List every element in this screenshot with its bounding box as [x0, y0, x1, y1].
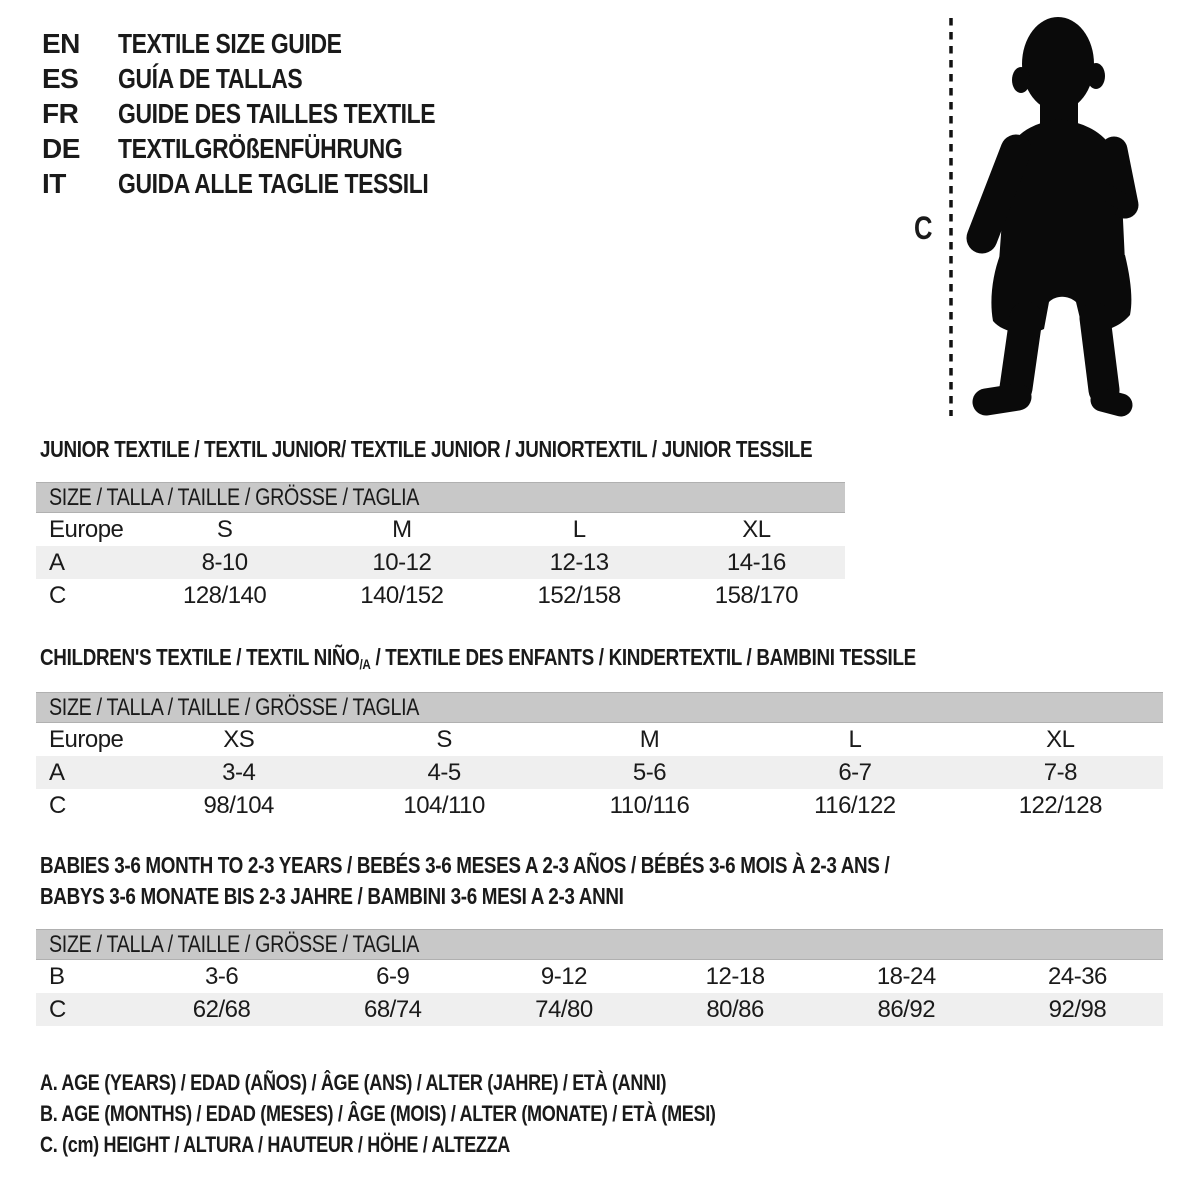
height-cell: 86/92 [877, 995, 936, 1023]
size-cell: XL [1046, 725, 1075, 753]
language-code: DE [42, 132, 80, 164]
junior-section-heading [40, 436, 982, 463]
junior-size-table [36, 482, 845, 612]
language-code: IT [42, 167, 66, 199]
size-cell: XL [742, 515, 771, 543]
row-label: A [49, 548, 65, 576]
babies-heading-line2: BABYS 3-6 MONATE BIS 2-3 JAHRE / BAMBINI 3-6 MESI A 2-3 ANNI [40, 882, 624, 909]
legend-line-b [40, 1101, 864, 1132]
height-cell: 158/170 [714, 581, 798, 609]
height-cell: 140/152 [360, 581, 444, 609]
size-cell: L [848, 725, 862, 753]
children-section-heading [40, 644, 1108, 673]
row-label: C [49, 995, 66, 1023]
babies-size-header-band [36, 929, 1163, 960]
language-row-it [42, 166, 505, 201]
children-heading-sub: /A [359, 656, 371, 673]
language-title: GUÍA DE TALLAS [118, 62, 303, 94]
height-cell: 80/86 [706, 995, 764, 1023]
legend-line-c-text: C. (cm) HEIGHT / ALTURA / HAUTEUR / HÖHE / ALTEZZA [40, 1132, 511, 1157]
age-cell: 7-8 [1043, 758, 1077, 786]
toddler-silhouette [880, 0, 1200, 430]
junior-heading-text: JUNIOR TEXTILE / TEXTIL JUNIOR/ TEXTILE JUNIOR / JUNIORTEXTIL / JUNIOR TESSILE [40, 436, 813, 462]
language-title: GUIDA ALLE TAGLIE TESSILI [118, 167, 429, 199]
language-title: TEXTILE SIZE GUIDE [118, 27, 342, 59]
junior-size-header-band [36, 482, 845, 513]
junior-height-row [36, 579, 845, 612]
age-cell: 14-16 [726, 548, 786, 576]
size-cell: S [216, 515, 233, 543]
row-label: C [49, 581, 66, 609]
junior-age-row [36, 546, 845, 579]
language-code: ES [42, 62, 79, 94]
toddler-silhouette-shape [982, 17, 1131, 405]
language-list [42, 26, 505, 201]
height-cell: 68/74 [363, 995, 422, 1023]
babies-height-row [36, 993, 1163, 1026]
age-cell: 4-5 [427, 758, 461, 786]
language-title: TEXTILGRÖßENFÜHRUNG [118, 132, 403, 164]
language-row-es [42, 61, 505, 96]
height-cell: 92/98 [1048, 995, 1107, 1023]
height-cell: 110/116 [609, 791, 690, 819]
age-cell: 3-6 [204, 962, 239, 990]
region-label: Europe [49, 725, 124, 753]
children-heading-text [40, 644, 916, 673]
children-height-row [36, 789, 1163, 822]
age-cell: 9-12 [540, 962, 587, 990]
babies-age-row [36, 960, 1163, 993]
size-cell: XS [223, 725, 255, 753]
age-cell: 6-7 [838, 758, 872, 786]
children-size-table [36, 692, 1163, 822]
legend-line-a [40, 1070, 864, 1101]
babies-size-table [36, 929, 1163, 1026]
children-sizes-row [36, 723, 1163, 756]
language-title: GUIDE DES TAILLES TEXTILE [118, 97, 436, 129]
size-header-label: SIZE / TALLA / TAILLE / GRÖSSE / TAGLIA [49, 930, 420, 958]
legend-line-b-text: B. AGE (MONTHS) / EDAD (MESES) / ÂGE (MOIS) / ALTER (MONATE) / ETÀ (MESI) [40, 1101, 716, 1126]
row-label: C [49, 791, 66, 819]
age-cell: 18-24 [876, 962, 936, 990]
size-header-label: SIZE / TALLA / TAILLE / GRÖSSE / TAGLIA [49, 693, 420, 721]
junior-sizes-row [36, 513, 845, 546]
age-cell: 12-18 [705, 962, 765, 990]
age-cell: 24-36 [1048, 962, 1107, 990]
measure-legend [40, 1070, 864, 1163]
language-row-en [42, 26, 505, 61]
babies-heading-line1: BABIES 3-6 MONTH TO 2-3 YEARS / BEBÉS 3-6 MESES A 2-3 AÑOS / BÉBÉS 3-6 MOIS À 2-3 ANS / [40, 852, 890, 878]
age-cell: 5-6 [632, 758, 667, 786]
height-cell: 116/122 [814, 791, 896, 819]
height-cell: 74/80 [535, 995, 593, 1023]
height-cell: 62/68 [192, 995, 251, 1023]
height-cell: 98/104 [203, 791, 274, 819]
row-label: B [49, 962, 65, 990]
age-cell: 3-4 [222, 758, 256, 786]
height-cell: 152/158 [537, 581, 621, 609]
height-cell: 128/140 [182, 581, 267, 609]
age-cell: 10-12 [372, 548, 432, 576]
language-row-de [42, 131, 505, 166]
height-measure-label: C [914, 210, 933, 246]
age-cell: 8-10 [201, 548, 248, 576]
size-cell: L [572, 515, 586, 543]
children-heading-prefix: CHILDREN'S TEXTILE / TEXTIL NIÑO [40, 644, 360, 670]
children-age-row [36, 756, 1163, 789]
age-cell: 12-13 [549, 548, 609, 576]
children-heading-suffix: / TEXTILE DES ENFANTS / KINDERTEXTIL / BAMBINI TESSILE [370, 644, 916, 670]
size-header-label: SIZE / TALLA / TAILLE / GRÖSSE / TAGLIA [49, 483, 420, 511]
babies-section-heading [40, 850, 1076, 911]
size-cell: M [392, 515, 412, 543]
region-label: Europe [49, 515, 124, 543]
size-cell: S [436, 725, 452, 753]
language-row-fr [42, 96, 505, 131]
age-cell: 6-9 [376, 962, 410, 990]
language-code: FR [42, 97, 79, 129]
row-label: A [49, 758, 65, 786]
size-cell: M [639, 725, 660, 753]
legend-line-c [40, 1132, 864, 1163]
children-size-header-band [36, 692, 1163, 723]
height-cell: 122/128 [1018, 791, 1102, 819]
legend-line-a-text: A. AGE (YEARS) / EDAD (AÑOS) / ÂGE (ANS) / ALTER (JAHRE) / ETÀ (ANNI) [40, 1070, 667, 1095]
height-cell: 104/110 [403, 791, 485, 819]
language-code: EN [42, 27, 80, 59]
